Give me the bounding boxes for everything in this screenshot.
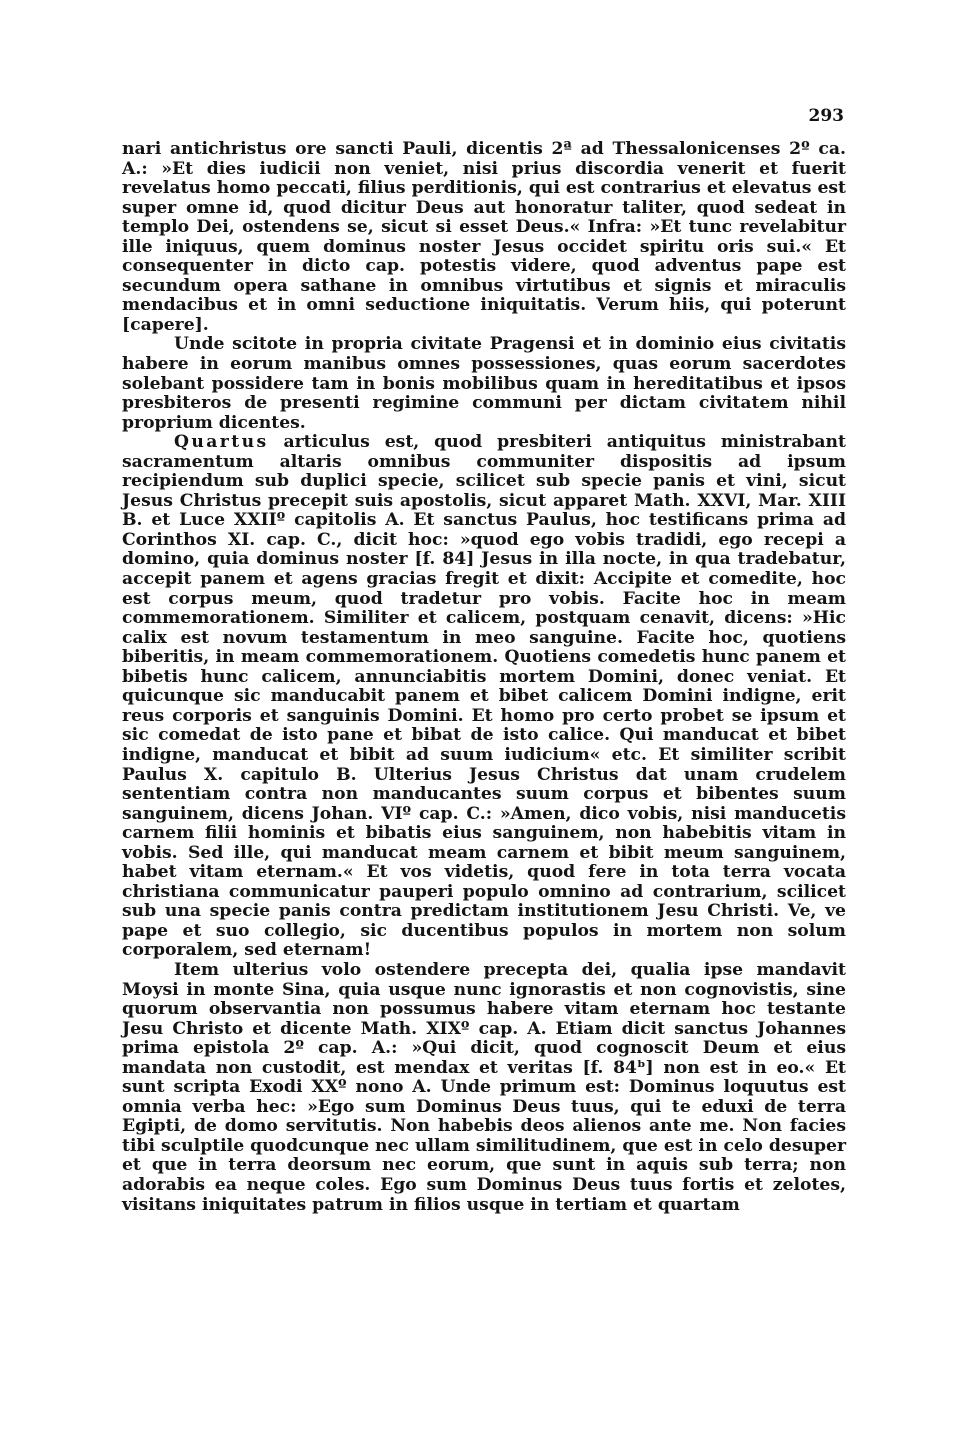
text-body <box>122 140 846 1215</box>
page-number: 293 <box>808 106 844 126</box>
paragraph-2: Unde scitote in propria civitate Pragensi et in dominio eius civitatis habere in eorum manibus omnes possessiones, quas eorum sacerdotes solebant possidere tam in bonis mobilibus quam in hereditatibus et ipsos presbiteros de presenti regimine communi per dictam civitatem nihil proprium dicentes. <box>122 334 846 433</box>
paragraph-3 <box>122 433 846 961</box>
paragraph-4: Item ulterius volo ostendere precepta dei, qualia ipse mandavit Moysi in monte Sina, quia usque nunc ignorastis et non cognovistis, sine quorum observantia non possumus habere vitam eternam hoc testante Jesu Christo et dicente Math. XIXº cap. A. Etiam dicit sanctus Johannes prima epistola 2º cap. A.: »Qui dicit, quod cognoscit Deum et eius mandata non custodit, est mendax et veritas [f. 84ᵇ] non est in eo.« Et sunt scripta Exodi XXº nono A. Unde primum est: Dominus loquutus est omnia verba hec: »Ego sum Dominus Deus tuus, qui te eduxi de terra Egipti, de domo servitutis. Non habebis deos alienos ante me. Non facies tibi sculptile quodcunque nec ullam similitudinem, que est in celo desuper et que in terra deorsum nec eorum, que sunt in aquis sub terra; non adorabis ea neque coles. Ego sum Dominus Deus tuus fortis et zelotes, visitans iniquitates patrum in filios usque in tertiam et quartam <box>122 959 846 1215</box>
paragraph-1: nari antichristus ore sancti Pauli, dicentis 2ª ad Thessalonicenses 2º ca. A.: »Et dies iudicii non veniet, nisi prius discordia venerit et fuerit revelatus homo peccati, filius perditionis, qui est contrarius et elevatus est super omne id, quod dicitur Deus aut honoratur taliter, quod sedeat in templo Dei, ostendens se, sicut si esset Deus.« Infra: »Et tunc revelabitur ille iniquus, quem dominus noster Jesus occidet spiritu oris sui.« Et consequenter in dicto cap. potestis videre, quod adventus pape est secundum opera sathane in omnibus virtutibus et signis et miraculis mendacibus et in omni seductione iniquitatis. Verum hiis, qui poterunt [capere]. <box>122 139 846 335</box>
article-lead-word: Quartus <box>174 432 269 453</box>
paragraph-3-text: articulus est, quod presbiteri antiquitus ministrabant sacramentum altaris omnibus communiter dispositis ad ipsum recipiendum sub duplici specie, scilicet sub specie panis et vini, sicut Jesus Christus precepit suis apostolis, sicut apparet Math. XXVI, Mar. XIII B. et Luce XXIIº capitolis A. Et sanctus Paulus, hoc testificans prima ad Corinthos XI. cap. C., dicit hoc: »quod ego vobis tradidi, ego recepi a domino, quia dominus noster [f. 84] Jesus in illa nocte, in qua tradebatur, accepit panem et agens gracias fregit et dixit: Accipite et comedite, hoc est corpus meum, quod tradetur pro vobis. Facite hoc in meam commemorationem. Similiter et calicem, postquam cenavit, dicens: »Hic calix est novum testamentum in meo sanguine. Facite hoc, quotiens biberitis, in meam commemorationem. Quotiens comedetis hunc panem et bibetis hunc calicem, annunciabitis mortem Domini, donec veniat. Et quicunque sic manducabit panem et bibet calicem Domini indigne, erit reus corporis et sanguinis Domini. Et homo pro certo probet se ipsum et sic comedat de isto pane et bibat de isto calice. Qui manducat et bibet indigne, manducat et bibit ad suum iudicium« etc. Et similiter scribit Paulus X. capitulo B. Ulterius Jesus Christus dat unam crudelem sententiam contra non manducantes suum corpus et bibentes suum sanguinem, dicens Johan. VIº cap. C.: »Amen, dico vobis, nisi manducetis carnem filii hominis et bibatis eius sanguinem, non habebitis vitam in vobis. Sed ille, qui manducat meam carnem et bibit meum sanguinem, habet vitam eternam.« Et vos videtis, quod fere in tota terra vocata christiana communicatur pauperi populo omnino ad contrarium, scilicet sub una specie panis contra predictam institutionem Jesu Christi. Ve, ve pape et suo collegio, sic ducentibus populos in mortem non solum corporalem, sed eternam! <box>122 432 846 961</box>
